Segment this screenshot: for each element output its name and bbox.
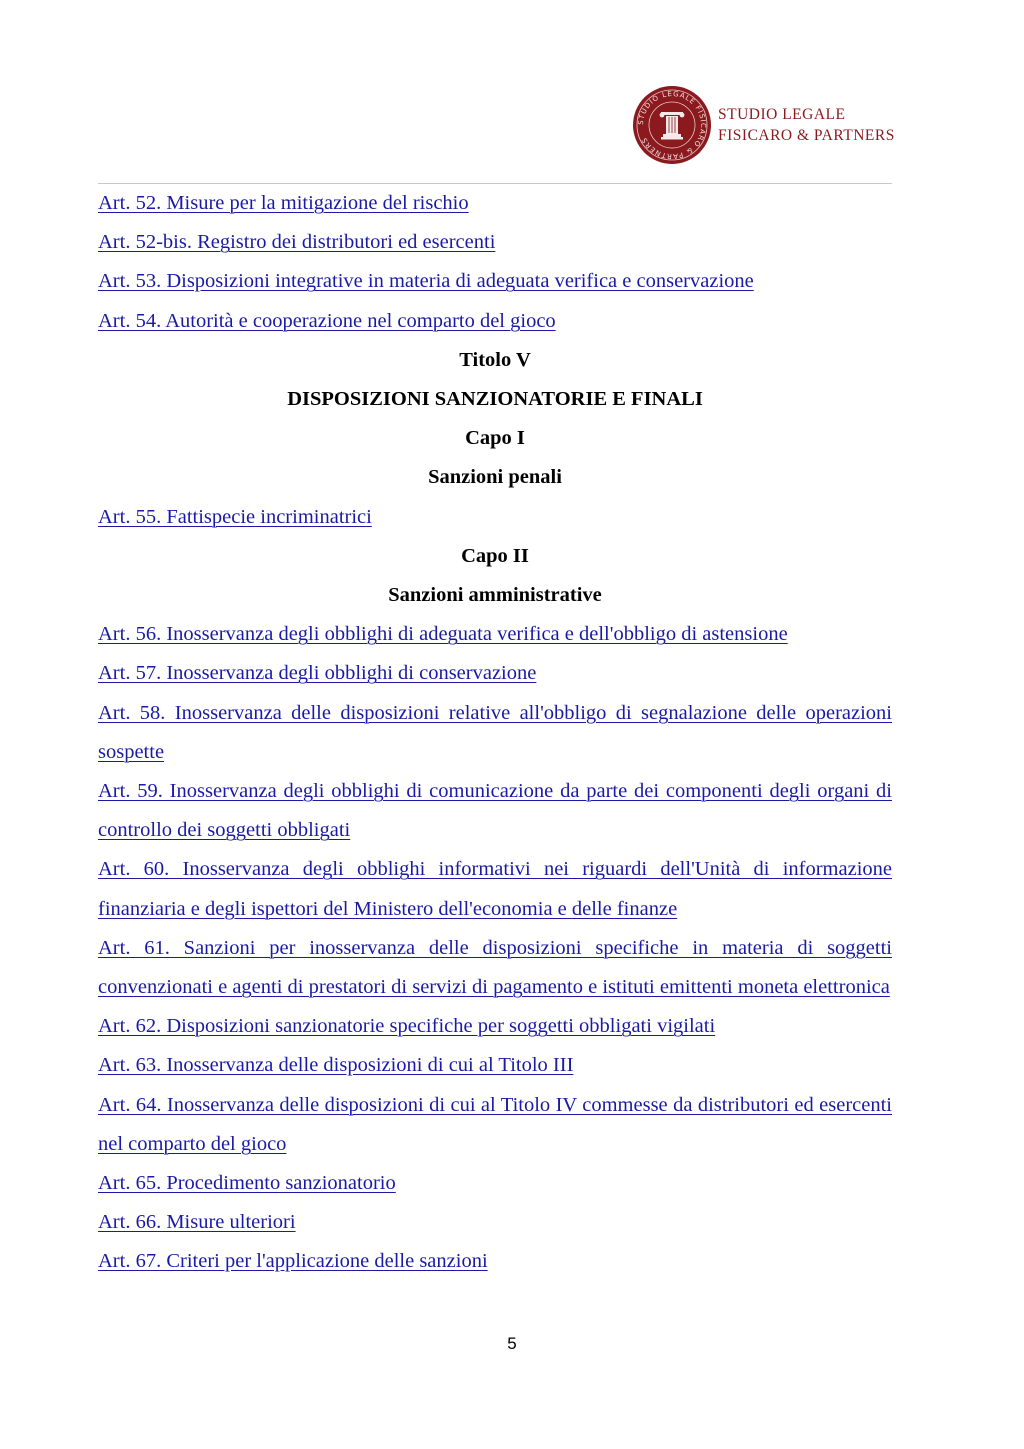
heading-titolo-v-title: DISPOSIZIONI SANZIONATORIE E FINALI [287, 388, 703, 411]
toc-link-art-64[interactable]: Art. 64. Inosservanza delle disposizioni di cui al Titolo IV commesse da distributori ed esercenti nel comparto del gioco [98, 1093, 892, 1155]
firm-logo-seal-icon [632, 85, 712, 165]
heading-capo-ii: Capo II [461, 544, 529, 567]
toc-link-art-55[interactable]: Art. 55. Fattispecie incriminatrici [98, 505, 372, 528]
heading-capo-ii-title: Sanzioni amministrative [388, 584, 602, 607]
toc-link-art-57[interactable]: Art. 57. Inosservanza degli obblighi di conservazione [98, 662, 537, 685]
toc-link-art-63[interactable]: Art. 63. Inosservanza delle disposizioni di cui al Titolo III [98, 1054, 574, 1077]
table-of-contents [98, 184, 892, 1282]
toc-link-art-52[interactable]: Art. 52. Misure per la mitigazione del rischio [98, 192, 469, 214]
toc-link-art-56[interactable]: Art. 56. Inosservanza degli obblighi di adeguata verifica e dell'obbligo di astensione [98, 623, 788, 646]
toc-link-art-58[interactable]: Art. 58. Inosservanza delle disposizioni relative all'obbligo di segnalazione delle operazioni sospette [98, 701, 892, 763]
heading-capo-i-title: Sanzioni penali [428, 466, 562, 489]
toc-link-art-62[interactable]: Art. 62. Disposizioni sanzionatorie specifiche per soggetti obbligati vigilati [98, 1015, 716, 1038]
toc-link-art-65[interactable]: Art. 65. Procedimento sanzionatorio [98, 1172, 396, 1195]
heading-capo-i: Capo I [465, 427, 525, 450]
firm-name-line2: FISICARO & PARTNERS [718, 127, 895, 144]
page-number: 5 [507, 1334, 517, 1353]
toc-link-art-67[interactable]: Art. 67. Criteri per l'applicazione delle sanzioni [98, 1250, 488, 1273]
toc-link-art-52-bis[interactable]: Art. 52-bis. Registro dei distributori ed esercenti [98, 231, 496, 254]
svg-text:STUDIO LEGALE FISICARO & PARTN: STUDIO LEGALE FISICARO & PARTNERS [636, 89, 708, 161]
toc-link-art-66[interactable]: Art. 66. Misure ulteriori [98, 1211, 296, 1234]
heading-titolo-v: Titolo V [459, 348, 531, 371]
toc-link-art-61[interactable]: Art. 61. Sanzioni per inosservanza delle disposizioni specifiche in materia di soggetti convenzionati e agenti di prestatori di servizi di pagamento e istituti emittenti moneta elettronica [98, 936, 892, 999]
toc-link-art-54[interactable]: Art. 54. Autorità e cooperazione nel comparto del gioco [98, 309, 556, 332]
firm-name [718, 104, 895, 146]
toc-link-art-53[interactable]: Art. 53. Disposizioni integrative in materia di adeguata verifica e conservazione [98, 270, 754, 293]
toc-link-art-60[interactable]: Art. 60. Inosservanza degli obblighi informativi nei riguardi dell'Unità di informazione finanziaria e degli ispettori del Ministero dell'economia e delle finanze [98, 858, 892, 920]
firm-name-line1: STUDIO LEGALE [718, 106, 846, 123]
toc-link-art-59[interactable]: Art. 59. Inosservanza degli obblighi di comunicazione da parte dei componenti degli organi di controllo dei soggetti obbligati [98, 780, 892, 842]
